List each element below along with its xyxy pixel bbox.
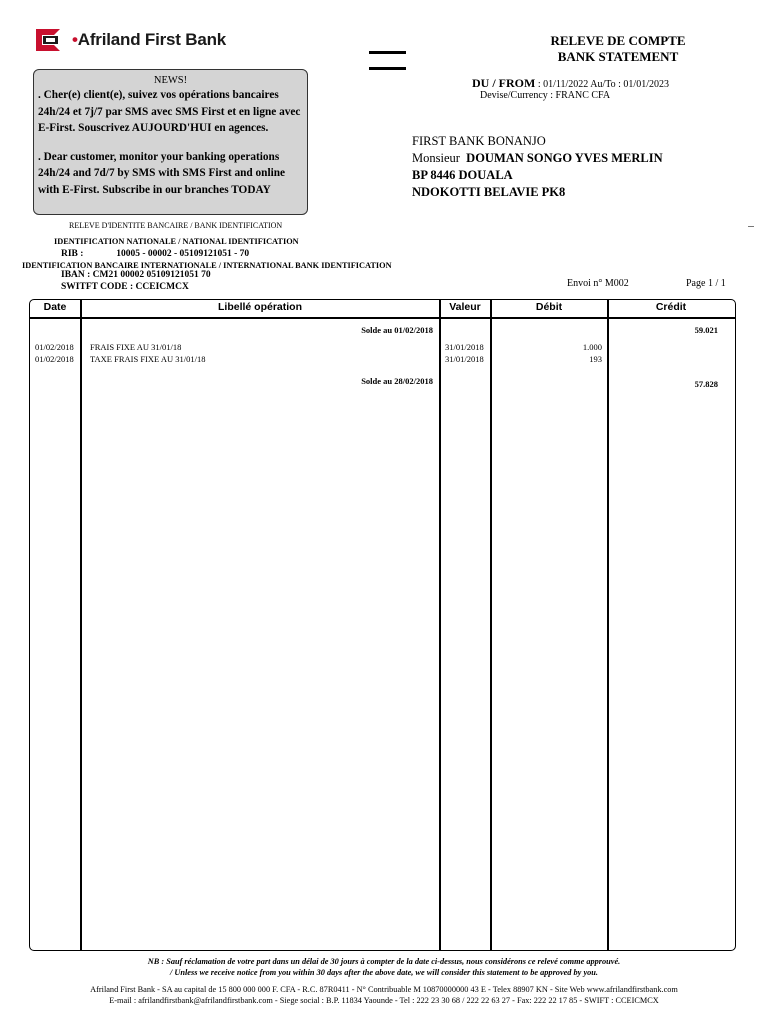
transactions-table (29, 299, 736, 951)
bank-logo-text: •Afriland First Bank (72, 30, 227, 49)
rib-title: RELEVE D'IDENTITE BANCAIRE / BANK IDENTIFICATION (69, 221, 283, 230)
col-header-debit: Débit (535, 301, 563, 313)
table-row-valeur: 31/01/2018 (445, 354, 484, 364)
closing-balance-value: 57.828 (694, 379, 718, 389)
customer-name-line: Monsieur DOUMAN SONGO YVES MERLIN (412, 151, 663, 165)
branch-name: FIRST BANK BONANJO (412, 134, 546, 148)
table-row-debit: 1.000 (582, 342, 602, 352)
col-header-credit: Crédit (655, 301, 687, 313)
locality: NDOKOTTI BELAVIE PK8 (412, 185, 566, 199)
footer-note-en: / Unless we receive notice from you within 30 days after the above date, we will consider this statement to be approved by you. (170, 968, 598, 977)
rib-line: RIB : 10005 - 00002 - 05109121051 - 70 (61, 249, 250, 259)
intl-id-title: IDENTIFICATION BANCAIRE INTERNATIONALE / INTERNATIONAL BANK IDENTIFICATION (22, 261, 392, 270)
news-title: NEWS! (153, 75, 188, 86)
national-id-title: IDENTIFICATION NATIONALE / NATIONAL IDENTIFICATION (54, 237, 299, 246)
opening-balance-label: Solde au 01/02/2018 (361, 325, 433, 335)
table-row-debit: 193 (589, 354, 602, 364)
opening-balance-value: 59.021 (694, 325, 718, 335)
news-text-en: . Dear customer, monitor your banking operations 24h/24 and 7d/7 by SMS with SMS First and online with E-First. Subscribe in our branches TODAY (38, 150, 286, 196)
statement-currency: Devise/Currency : FRANC CFA (480, 90, 611, 101)
footer-line-1: Afriland First Bank - SA au capital de 15 800 000 000 F. CFA - R.C. 87R0411 - N° Contribuable M 10870000000 43 E - Telex 88907 KN - Site Web www.afrilandfirstbank.com (90, 985, 678, 994)
closing-balance-label: Solde au 28/02/2018 (361, 376, 433, 386)
iban-line: IBAN : CM21 00002 05109121051 70 (61, 270, 211, 280)
bank-logo-icon (34, 27, 68, 53)
footer-line-2: E-mail : afrilandfirstbank@afrilandfirstbank.com - Siege social : B.P. 11834 Yaounde - Tel : 222 23 30 68 / 222 22 63 27 - Fax: 222 22 17 85 - SWIFT : CCEICMCX (109, 996, 659, 1005)
statement-title-en: BANK STATEMENT (557, 49, 679, 64)
footer-note-fr: NB : Sauf réclamation de votre part dans un délai de 30 jours à compter de la date ci-dessus, nous considérons ce relevé comme approuvé. (147, 957, 621, 966)
divider (748, 226, 754, 227)
table-row-libelle: FRAIS FIXE AU 31/01/18 (90, 342, 182, 352)
statement-title-fr: RELEVE DE COMPTE (550, 33, 686, 48)
po-box: BP 8446 DOUALA (412, 168, 513, 182)
page-number: Page 1 / 1 (686, 278, 726, 289)
statement-period: DU / FROM : 01/11/2022 Au/To : 01/01/2023 (472, 76, 669, 90)
table-row-date: 01/02/2018 (35, 342, 74, 352)
divider (369, 67, 406, 70)
envoi-number: Envoi n° M002 (567, 278, 629, 289)
swift-line: SWITFT CODE : CCEICMCX (61, 282, 189, 292)
customer-address (412, 133, 663, 201)
col-header-valeur: Valeur (449, 301, 481, 313)
col-header-libelle: Libellé opération (217, 301, 302, 313)
news-text-fr: . Cher(e) client(e), suivez vos opérations bancaires 24h/24 et 7j/7 par SMS avec SMS First et en ligne avec E-First. Souscrivez AUJOURD'HUI en agences. (38, 89, 301, 134)
col-header-date: Date (43, 301, 67, 313)
divider (369, 51, 406, 54)
table-row-valeur: 31/01/2018 (445, 342, 484, 352)
news-box (33, 69, 308, 215)
table-row-date: 01/02/2018 (35, 354, 74, 364)
table-row-libelle: TAXE FRAIS FIXE AU 31/01/18 (90, 354, 206, 364)
